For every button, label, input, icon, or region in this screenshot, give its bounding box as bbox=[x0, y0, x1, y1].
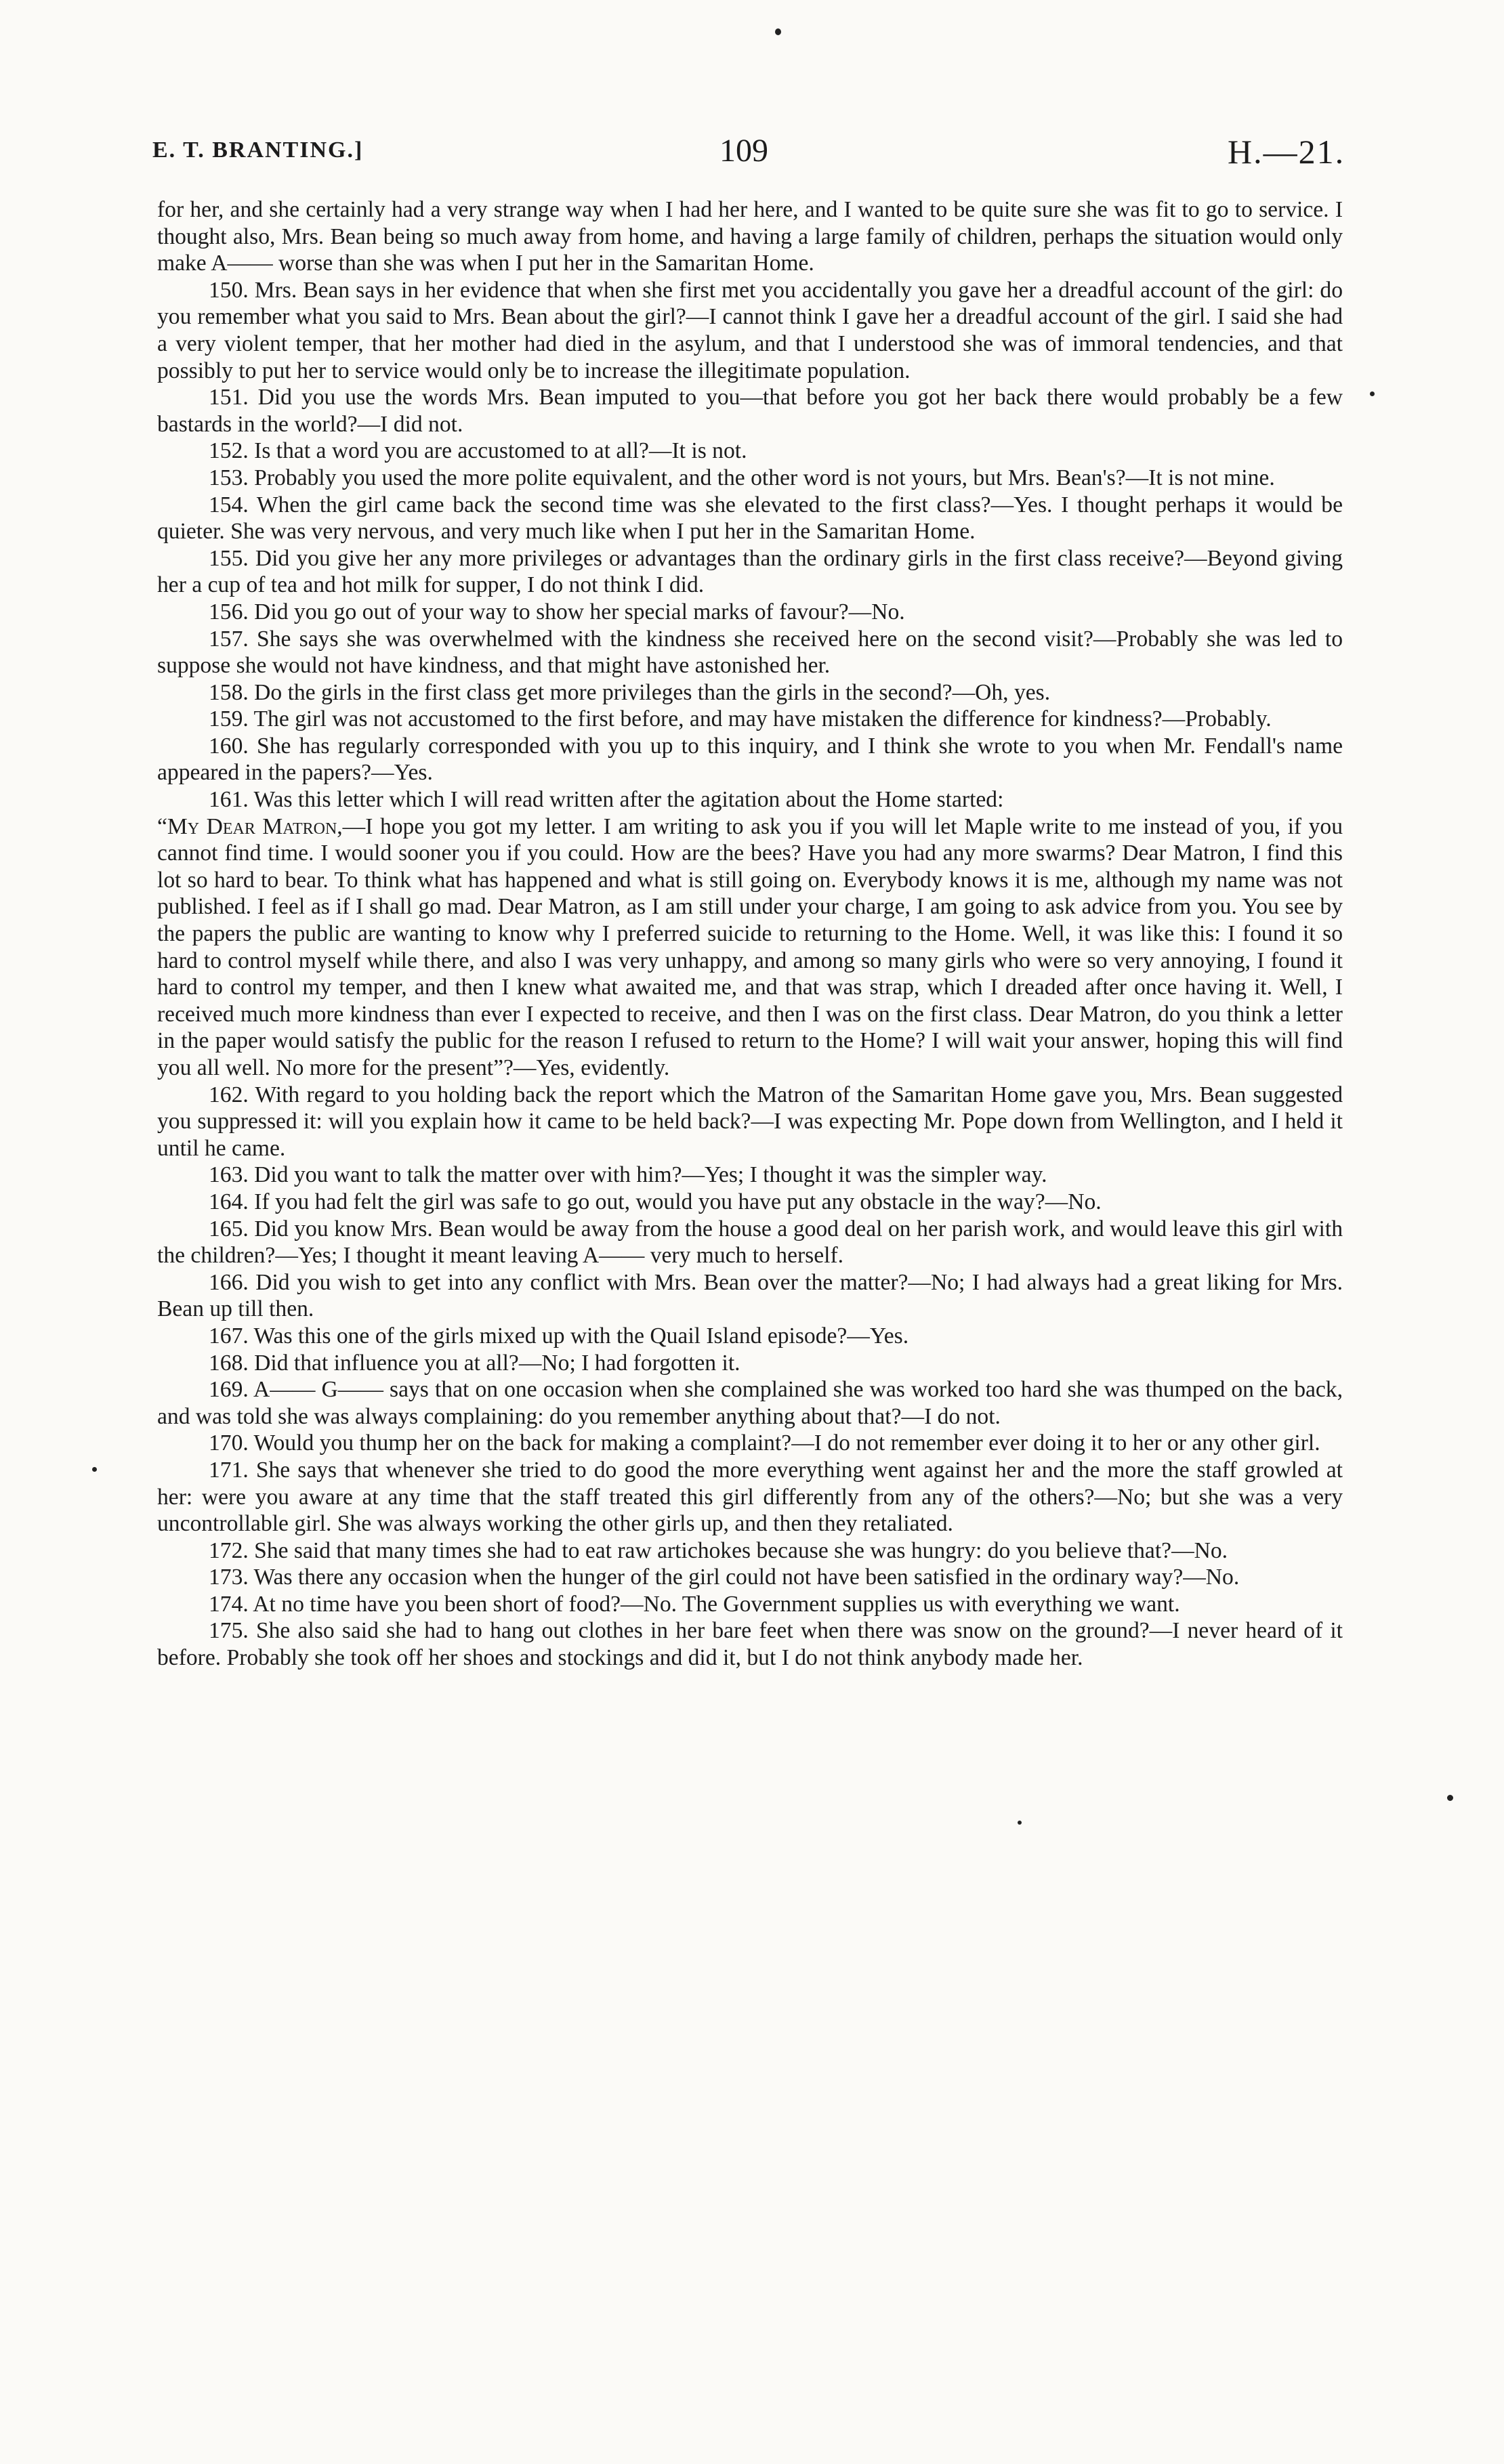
paragraph: 171. She says that whenever she tried to do good the more everything went against her and the more the staff growled at her: were you aware at any time that the staff treated this girl differently from any of the others?—No; but she was a very uncontrollable girl. She was always working the other girls up, and then they retaliated. bbox=[157, 1457, 1343, 1537]
paragraph: 175. She also said she had to hang out clothes in her bare feet when there was snow on the ground?—I never heard of it before. Probably she took off her shoes and stockings and did it, but I do not think anybody made her. bbox=[157, 1618, 1343, 1671]
paragraph: 166. Did you wish to get into any conflict with Mrs. Bean over the matter?—No; I had always had a great liking for Mrs. Bean up till then. bbox=[157, 1269, 1343, 1322]
paragraph: 164. If you had felt the girl was safe to go out, would you have put any obstacle in the way?—No. bbox=[209, 1189, 1102, 1214]
paragraph: 169. A—— G—— says that on one occasion when she complained she was worked too hard she was thumped on the back, and was told she was always complaining: do you remember anything about that?—I do not. bbox=[157, 1377, 1343, 1429]
paragraph: 150. Mrs. Bean says in her evidence that when she first met you accidentally you gave her a dreadful account of the girl: do you remember what you said to Mrs. Bean about the girl?—I cannot think I gave her a dreadful account of the girl. I said she had a very violent temper, that her mother had died in the asylum, and that I understood she was of immoral tendencies, and that possibly to put her to service would only be to increase the illegitimate population. bbox=[157, 277, 1343, 383]
paragraph: 158. Do the girls in the first class get more privileges than the girls in the second?—Oh, yes. bbox=[209, 679, 1051, 705]
paragraph: 170. Would you thump her on the back for making a complaint?—I do not remember ever doing it to her or any other girl. bbox=[209, 1430, 1320, 1456]
evidence-text bbox=[157, 196, 1343, 1672]
page-number: 109 bbox=[719, 133, 768, 169]
document-reference: H.—21. bbox=[1228, 133, 1345, 171]
ink-speck bbox=[92, 1467, 97, 1472]
paragraph: 156. Did you go out of your way to show her special marks of favour?—No. bbox=[209, 599, 905, 624]
letter-paragraph bbox=[157, 813, 1343, 1082]
letter-salutation: “My Dear Matron, bbox=[157, 813, 343, 839]
paragraph: 162. With regard to you holding back the report which the Matron of the Samaritan Home gave you, Mrs. Bean suggested you suppressed it: will you explain how it came to be held back?—I was expecting Mr. Pope down from Wellington, and I held it until he came. bbox=[157, 1082, 1343, 1161]
paragraph: 168. Did that influence you at all?—No; I had forgotten it. bbox=[209, 1350, 740, 1376]
paragraph: 165. Did you know Mrs. Bean would be away from the house a good deal on her parish work, and would leave this girl with the children?—Yes; I thought it meant leaving A—— very much to herself. bbox=[157, 1216, 1343, 1269]
paragraph: 163. Did you want to talk the matter over with him?—Yes; I thought it was the simpler way. bbox=[209, 1162, 1047, 1188]
paragraph: 167. Was this one of the girls mixed up with the Quail Island episode?—Yes. bbox=[209, 1323, 909, 1348]
paragraph: 161. Was this letter which I will read written after the agitation about the Home started: bbox=[209, 787, 1004, 813]
paragraph: 174. At no time have you been short of food?—No. The Government supplies us with everything we want. bbox=[209, 1591, 1180, 1617]
paragraph: 154. When the girl came back the second time was she elevated to the first class?—Yes. I thought perhaps it would be quieter. She was very nervous, and very much like when I put her in the Samaritan Home. bbox=[157, 492, 1343, 545]
paragraph: 155. Did you give her any more privileges or advantages than the ordinary girls in the first class receive?—Beyond giving her a cup of tea and hot milk for supper, I do not think I did. bbox=[157, 545, 1343, 598]
paragraph: 172. She said that many times she had to eat raw artichokes because she was hungry: do you believe that?—No. bbox=[209, 1537, 1228, 1563]
paragraph: 159. The girl was not accustomed to the first before, and may have mistaken the difference for kindness?—Probably. bbox=[209, 706, 1272, 732]
ink-speck bbox=[1447, 1795, 1453, 1801]
paragraph: 152. Is that a word you are accustomed to at all?—It is not. bbox=[209, 438, 747, 464]
paragraph: 153. Probably you used the more polite equivalent, and the other word is not yours, but Mrs. Bean's?—It is not mine. bbox=[209, 465, 1275, 490]
paragraph: 173. Was there any occasion when the hunger of the girl could not have been satisfied in the ordinary way?—No. bbox=[209, 1565, 1240, 1590]
letter-text: —I hope you got my letter. I am writing to ask you if you will let Maple write to me instead of you, if you cannot find time. I would sooner you if you could. How are the bees? Have you had any more swarms? Dear Matron, I find this lot so hard to bear. To think what has happened and what is still going on. Everybody knows it is me, although my name was not published. I feel as if I shall go mad. Dear Matron, as I am still under your charge, I am going to ask advice from you. You see by the papers the public are wanting to know why I preferred suicide to returning to the Home. Well, it was like this: I found it so hard to control myself while there, and also I was very unhappy, and among so many girls who were so very annoying, I found it hard to control my temper, and then I knew what awaited me, and that was strap, which I dreaded after once having it. Well, I received much more kindness than ever I expected to receive, and then I was on the first class. Dear Matron, do you think a letter in the paper would satisfy the public for the reason I refused to return to the Home? I will wait your answer, hoping this will find you all well. No more for the present”?—Yes, evidently. bbox=[157, 813, 1343, 1080]
paragraph: 160. She has regularly corresponded with you up to this inquiry, and I think she wrote to you when Mr. Fendall's name appeared in the papers?—Yes. bbox=[157, 733, 1343, 786]
paragraph: 151. Did you use the words Mrs. Bean imputed to you—that before you got her back there would probably be a few bastards in the world?—I did not. bbox=[157, 385, 1343, 437]
ink-speck bbox=[1018, 1821, 1022, 1825]
running-header bbox=[0, 132, 1504, 179]
ink-speck bbox=[1370, 391, 1375, 396]
paragraph: for her, and she certainly had a very strange way when I had her here, and I wanted to be quite sure she was fit to go to service. I thought also, Mrs. Bean being so much away from home, and having a large family of children, perhaps the situation would only make A—— worse than she was when I put her in the Samaritan Home. bbox=[157, 197, 1343, 276]
ink-speck bbox=[775, 28, 781, 35]
header-author: E. T. BRANTING.] bbox=[152, 137, 364, 163]
paragraph: 157. She says she was overwhelmed with the kindness she received here on the second visit?—Probably she was led to suppose she would not have kindness, and that might have astonished her. bbox=[157, 626, 1343, 679]
